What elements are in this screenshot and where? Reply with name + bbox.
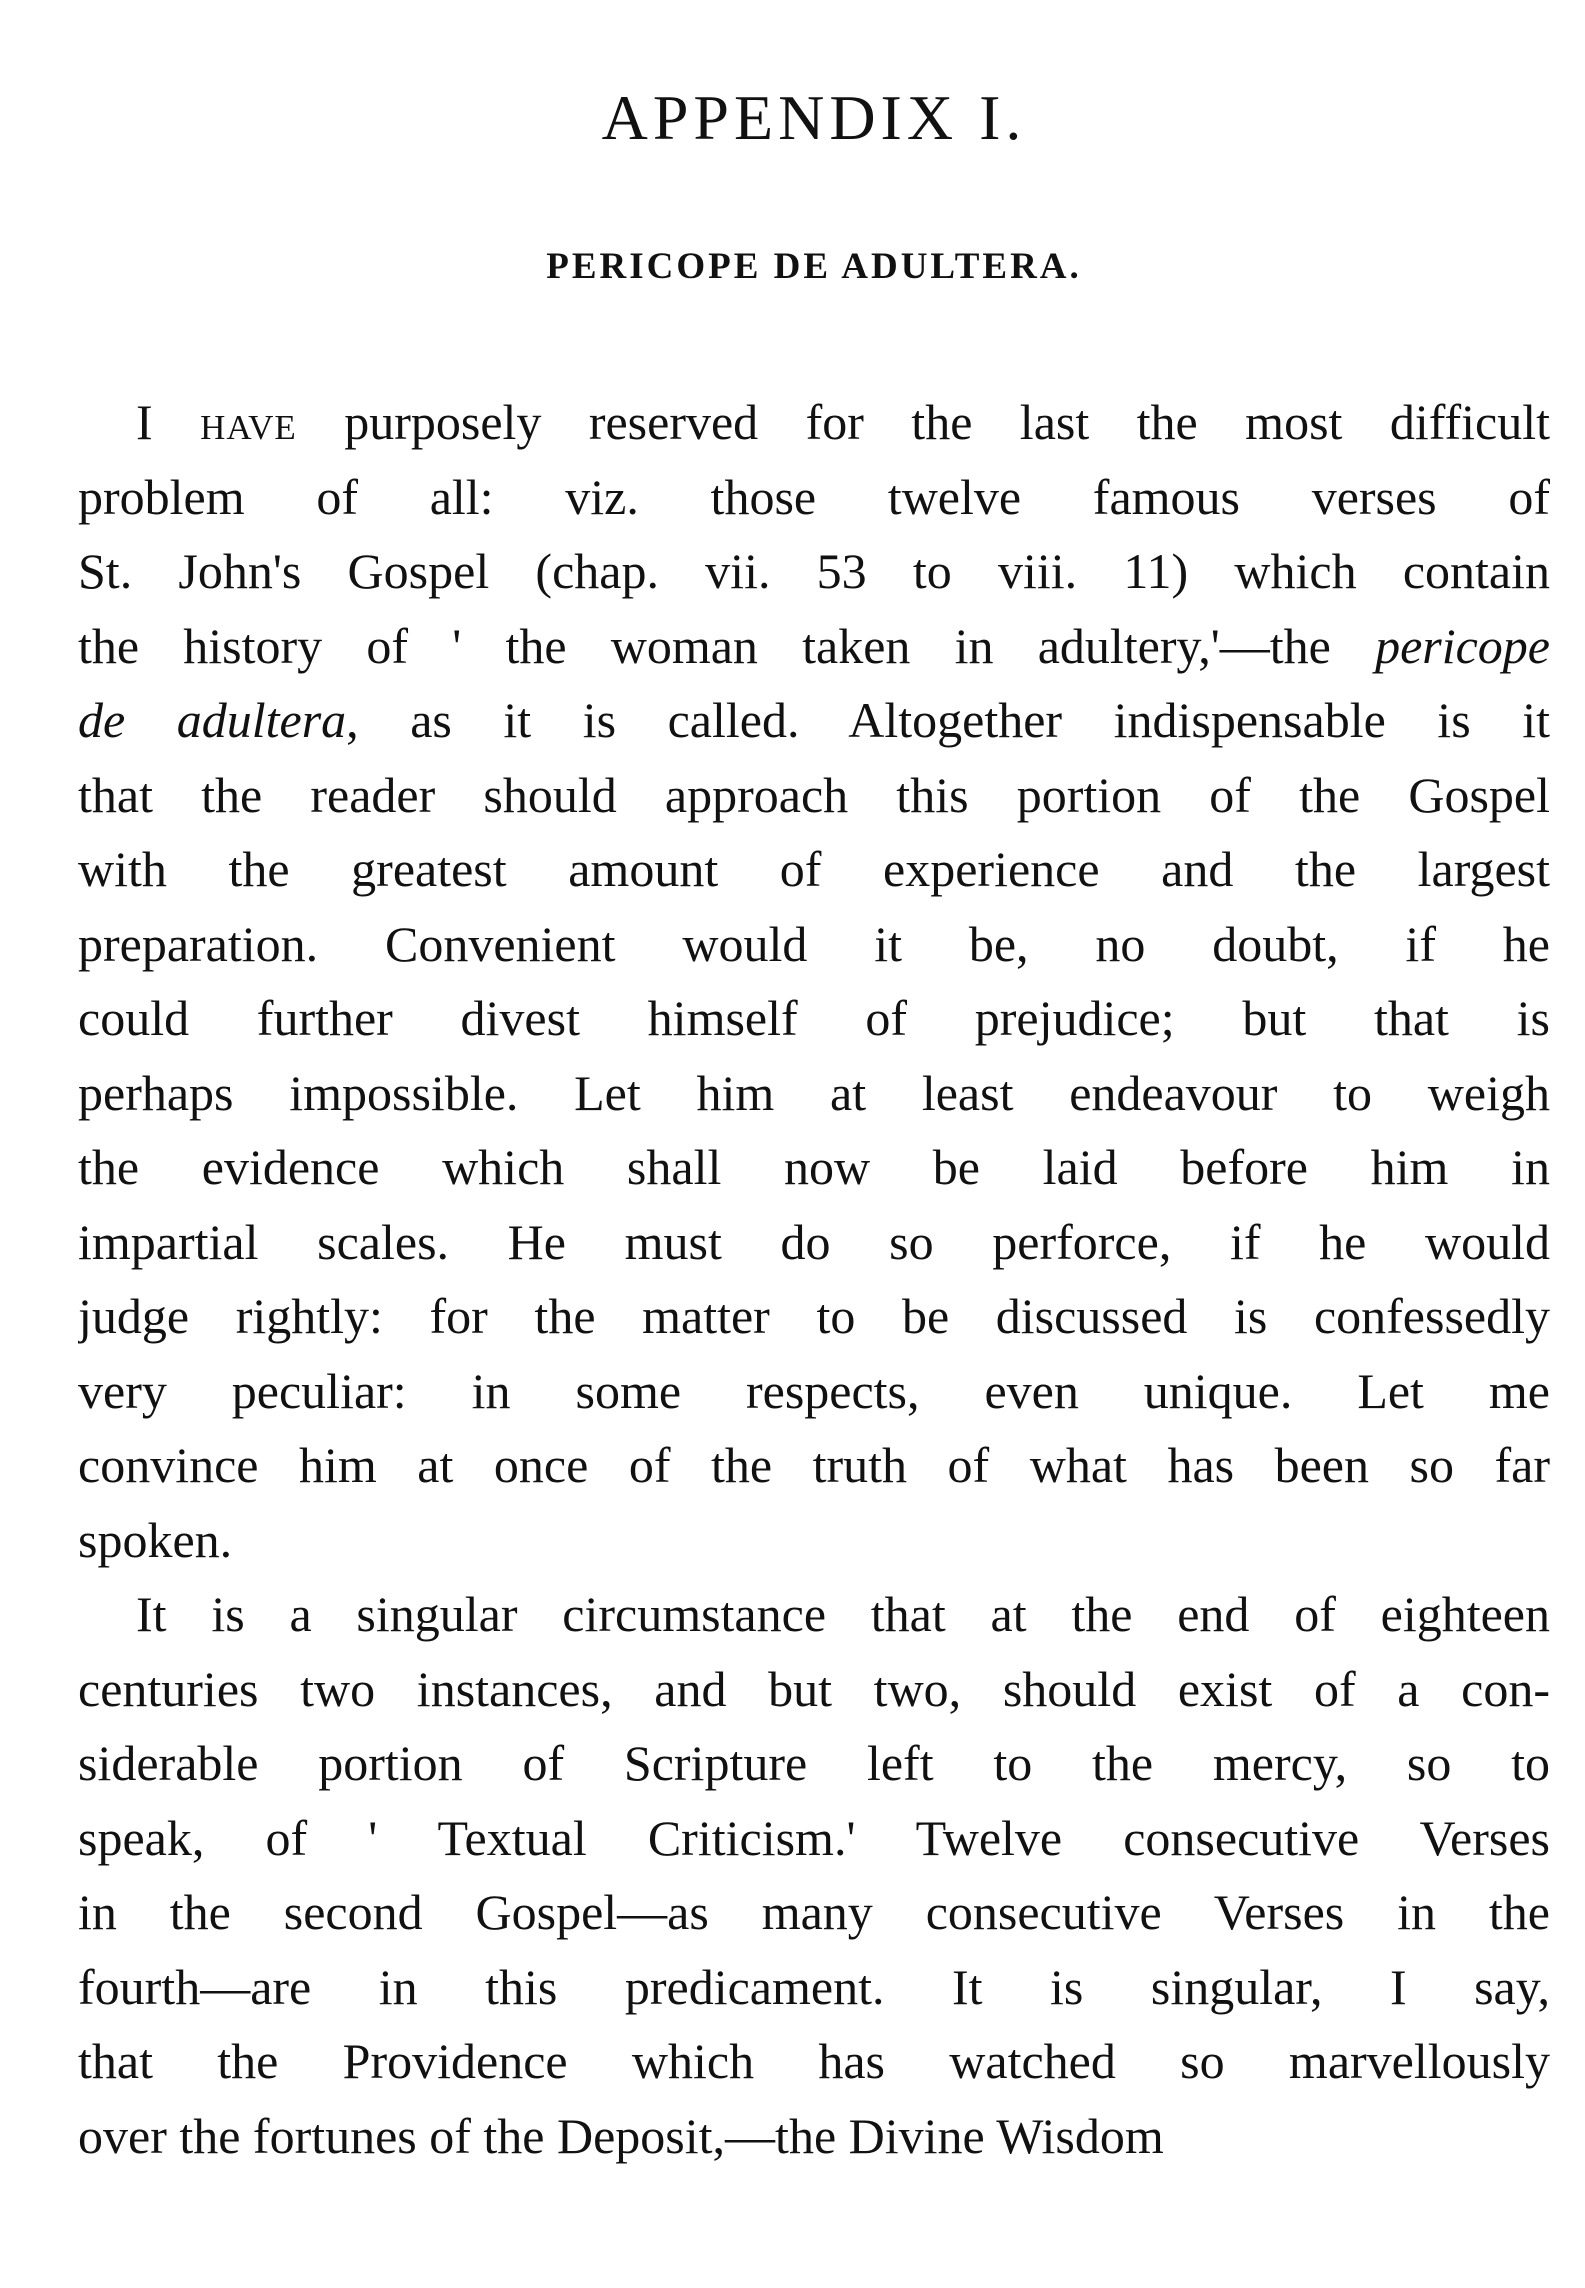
text-line	[78, 1801, 1550, 1876]
text-line	[78, 385, 1550, 460]
text-segment: preparation. Convenient would it be, no doubt, if he	[78, 915, 1550, 972]
text-segment: the evidence which shall now be laid before him in	[78, 1139, 1550, 1195]
text-segment: that the Providence which has watched so marvellously	[78, 2033, 1550, 2089]
text-segment: with the greatest amount of experience and the largest	[78, 841, 1550, 897]
text-segment: St. John's Gospel (chap. vii. 53 to viii. 11) which contain	[78, 543, 1550, 599]
text-segment: It is a singular circumstance that at the end of eighteen	[136, 1586, 1550, 1642]
text-segment: purposely reserved for the last the most difficult	[296, 394, 1550, 450]
text-segment: judge rightly: for the matter to be discussed is confessedly	[78, 1288, 1550, 1344]
small-caps-segment: have	[200, 394, 297, 450]
text-line	[78, 832, 1550, 907]
text-line	[78, 683, 1550, 758]
text-segment: , as it is called. Altogether indispensable is it	[346, 692, 1550, 748]
text-line	[78, 1279, 1550, 1354]
text-line	[78, 758, 1550, 833]
text-line	[78, 1205, 1550, 1280]
paragraph	[78, 385, 1550, 1577]
text-line	[78, 907, 1550, 982]
text-line	[78, 2024, 1550, 2099]
text-segment: speak, of ' Textual Criticism.' Twelve consecutive Verses	[78, 1809, 1550, 1866]
text-line	[78, 1354, 1550, 1429]
body-text	[78, 385, 1550, 2173]
text-segment: centuries two instances, and but two, should exist of a con-	[78, 1660, 1550, 1717]
text-segment: over the fortunes of the Deposit,—the Divine Wisdom	[78, 2107, 1164, 2164]
text-line	[78, 2099, 1550, 2174]
text-line	[78, 1503, 1550, 1578]
appendix-heading: APPENDIX I.	[601, 82, 1027, 153]
text-segment: I	[136, 394, 201, 450]
text-line	[78, 1726, 1550, 1801]
text-line	[78, 1130, 1550, 1205]
text-segment: spoken.	[78, 1511, 233, 1568]
text-segment: perhaps impossible. Let him at least endeavour to weigh	[78, 1064, 1550, 1121]
text-segment: the history of ' the woman taken in adultery,'—the	[78, 617, 1376, 674]
text-line	[78, 1577, 1550, 1652]
italic-segment: de adultera	[78, 692, 347, 748]
text-segment: very peculiar: in some respects, even unique. Let me	[78, 1362, 1550, 1419]
text-segment: siderable portion of Scripture left to the mercy, so to	[78, 1735, 1550, 1791]
text-segment: fourth—are in this predicament. It is singular, I say,	[78, 1958, 1550, 2015]
text-line	[78, 1428, 1550, 1503]
text-line	[78, 1950, 1550, 2025]
text-segment: that the reader should approach this portion of the Gospel	[78, 766, 1550, 823]
text-segment: convince him at once of the truth of what has been so far	[78, 1437, 1550, 1493]
text-line	[78, 981, 1550, 1056]
text-segment: impartial scales. He must do so perforce, if he would	[78, 1213, 1550, 1270]
italic-segment: pericope	[1375, 617, 1550, 674]
text-segment: could further divest himself of prejudice; but that is	[78, 990, 1550, 1046]
text-line	[78, 609, 1550, 684]
book-page	[78, 0, 1550, 2288]
text-segment: problem of all: viz. those twelve famous verses of	[78, 468, 1550, 525]
text-line	[78, 460, 1550, 535]
text-line	[78, 1056, 1550, 1131]
paragraph	[78, 1577, 1550, 2173]
text-segment: in the second Gospel—as many consecutive Verses in the	[78, 1884, 1550, 1940]
text-line	[78, 534, 1550, 609]
section-subheading: PERICOPE DE ADULTERA.	[546, 246, 1082, 287]
text-line	[78, 1875, 1550, 1950]
text-line	[78, 1652, 1550, 1727]
